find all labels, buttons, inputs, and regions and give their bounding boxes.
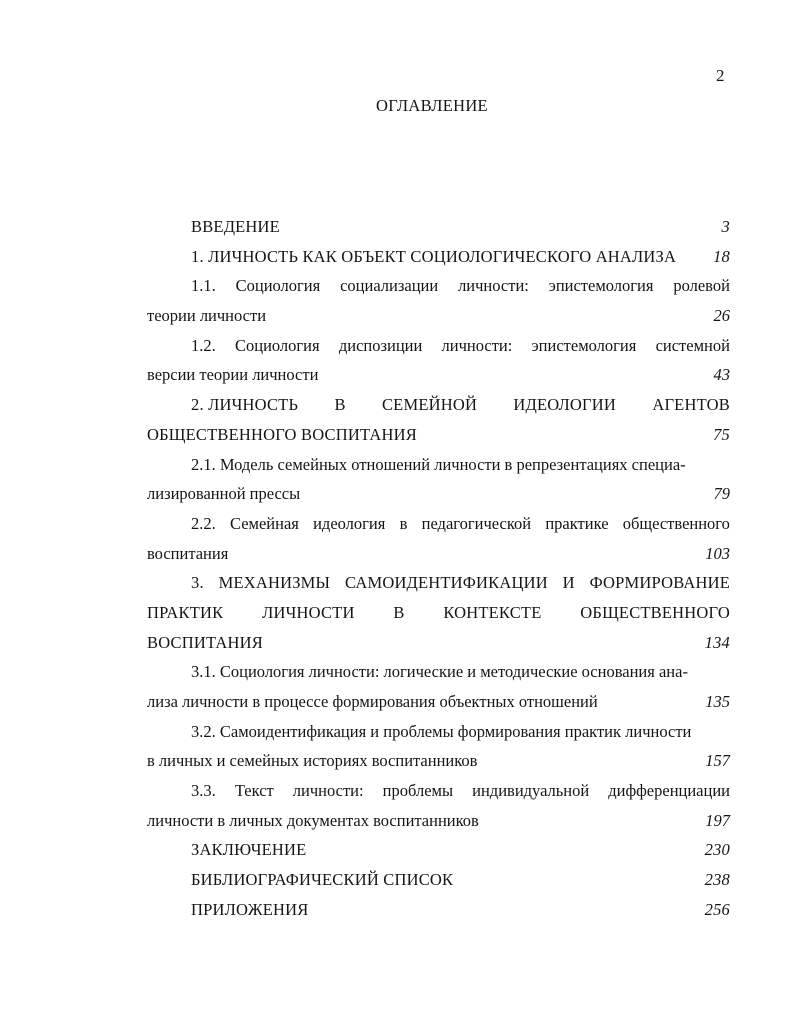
toc-entry-text: теории личности [147, 306, 267, 326]
toc-entry-section-2-1[interactable] [147, 450, 730, 509]
toc-entry-text: лизированной прессы [147, 484, 301, 504]
toc-entry-line-1: 2. ЛИЧНОСТЬ В СЕМЕЙНОЙ ИДЕОЛОГИИ АГЕНТОВ [191, 395, 730, 415]
toc-page-number: 157 [705, 751, 730, 771]
toc-page-number: 256 [704, 899, 730, 919]
toc-page-number: 43 [713, 365, 730, 385]
toc-entry-text: ВОСПИТАНИЯ [147, 632, 263, 652]
toc-entry-text: в личных и семейных историях воспитанников [147, 751, 478, 771]
toc-entry-section-1-2[interactable] [147, 331, 730, 390]
toc-page-number: 197 [705, 810, 730, 830]
toc-entry-text: версии теории личности [147, 365, 319, 385]
toc-entry-appendices[interactable] [147, 895, 730, 925]
toc-entry-section-3-3[interactable] [147, 776, 730, 835]
toc-page-number: 103 [705, 543, 730, 563]
toc-page-number: 3 [721, 217, 730, 236]
toc-entry-text: воспитания [147, 543, 229, 563]
toc-entry-line-2: ПРАКТИК ЛИЧНОСТИ В КОНТЕКСТЕ ОБЩЕСТВЕННОГО [147, 602, 730, 622]
toc-page-number: 238 [704, 870, 730, 890]
toc-entry-line-1: 3. МЕХАНИЗМЫ САМОИДЕНТИФИКАЦИИ И ФОРМИРОВАНИЕ [191, 573, 730, 593]
toc-entry-text: 1. ЛИЧНОСТЬ КАК ОБЪЕКТ СОЦИОЛОГИЧЕСКОГО АНАЛИЗА [191, 246, 677, 266]
toc-entry-text: БИБЛИОГРАФИЧЕСКИЙ СПИСОК [191, 870, 454, 890]
toc-entry-text: личности в личных документах воспитанников [147, 810, 479, 830]
toc-entry-section-1-1[interactable] [147, 271, 730, 330]
page-number: 2 [716, 66, 725, 85]
toc-entry-line-1: 3.2. Самоидентификация и проблемы формирования практик личности [191, 721, 692, 741]
toc-entry-line-1: 2.1. Модель семейных отношений личности в репрезентациях специа- [191, 454, 686, 474]
toc-page-number: 134 [704, 632, 730, 652]
toc-page-number: 230 [704, 840, 730, 860]
toc-entry-conclusion[interactable] [147, 835, 730, 865]
toc-entry-line-1: 1.2. Социология диспозиции личности: эпистемология системной [191, 335, 730, 355]
toc-entry-section-3-1[interactable] [147, 657, 730, 716]
toc-entry-text: ЗАКЛЮЧЕНИЕ [191, 840, 307, 860]
toc-entry-line-1: 3.1. Социология личности: логические и методические основания ана- [191, 662, 688, 682]
toc-entry-chapter-3[interactable] [147, 568, 730, 657]
toc-entry-introduction[interactable] [147, 212, 730, 242]
toc-entry-chapter-1[interactable] [147, 242, 730, 272]
toc-page-number: 26 [713, 306, 730, 326]
toc-entry-chapter-2[interactable] [147, 390, 730, 449]
toc-title: ОГЛАВЛЕНИЕ [376, 96, 488, 115]
toc-entry-section-3-2[interactable] [147, 717, 730, 776]
toc-page-number: 135 [705, 692, 730, 711]
toc-page-number: 18 [713, 246, 730, 266]
toc-entry-bibliography[interactable] [147, 865, 730, 895]
table-of-contents [147, 212, 730, 925]
toc-entry-section-2-2[interactable] [147, 509, 730, 568]
toc-entry-line-1: 2.2. Семейная идеология в педагогической практике общественного [191, 513, 730, 533]
toc-entry-line-1: 3.3. Текст личности: проблемы индивидуальной дифференциации [191, 781, 730, 801]
toc-entry-text: ОБЩЕСТВЕННОГО ВОСПИТАНИЯ [147, 424, 417, 444]
toc-page-number: 79 [713, 484, 730, 504]
toc-entry-line-1: 1.1. Социология социализации личности: эпистемология ролевой [191, 276, 730, 296]
toc-entry-text: ВВЕДЕНИЕ [191, 217, 280, 236]
toc-page-number: 75 [713, 424, 730, 444]
toc-entry-text: ПРИЛОЖЕНИЯ [191, 899, 309, 919]
toc-entry-text: лиза личности в процессе формирования объектных отношений [147, 692, 598, 711]
